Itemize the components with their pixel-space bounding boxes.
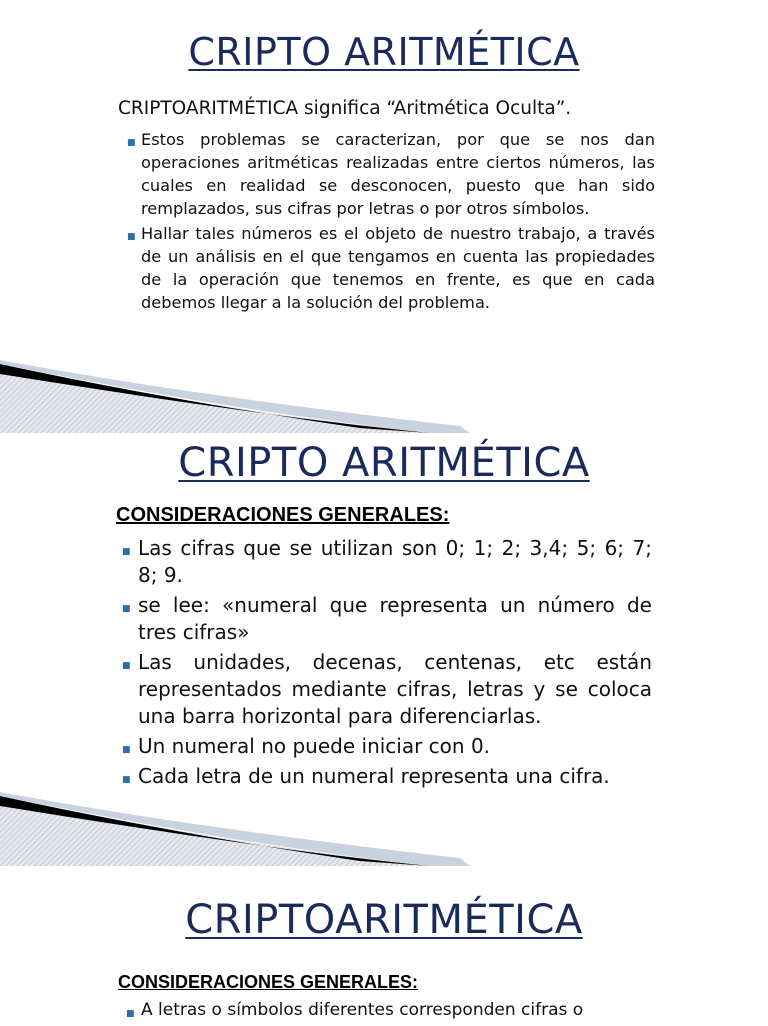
slide-2-bullet-list xyxy=(122,535,652,793)
bullet-text: Un numeral no puede iniciar con 0. xyxy=(138,734,491,758)
square-bullet-icon: ■ xyxy=(122,604,131,615)
slide-1-title: CRIPTO ARITMÉTICA xyxy=(188,30,580,74)
slide-3-subheading: CONSIDERACIONES GENERALES: xyxy=(118,972,419,992)
square-bullet-icon: ■ xyxy=(122,547,131,558)
slide-3-bullet-list xyxy=(126,998,655,1022)
bullet-text: Las cifras que se utilizan son 0; 1; 2; 3,4; 5; 6; 7; 8; 9. xyxy=(138,536,652,587)
bullet-text: se lee: «numeral que representa un número de tres cifras» xyxy=(138,593,652,644)
slide-1-bullet-list xyxy=(127,128,655,316)
square-bullet-icon: ■ xyxy=(122,775,131,786)
swoosh-decoration xyxy=(0,360,768,433)
list-item xyxy=(122,649,652,730)
square-bullet-icon: ■ xyxy=(122,745,131,756)
list-item xyxy=(122,733,652,760)
bullet-text: Estos problemas se caracterizan, por que se nos dan operaciones aritméticas realizadas entre ciertos números, las cuales en realidad se desconocen, puesto que han sido remplazados, sus cifras por letras o por otros símbolos. xyxy=(141,130,655,218)
bullet-text: Las unidades, decenas, centenas, etc están representados mediante cifras, letras y se coloca una barra horizontal para diferenciarlas. xyxy=(138,650,652,728)
square-bullet-icon: ■ xyxy=(122,661,131,672)
square-bullet-icon: ■ xyxy=(126,1009,135,1020)
slide-1 xyxy=(0,0,768,433)
slide-2-title: CRIPTO ARITMÉTICA xyxy=(178,440,590,486)
list-item xyxy=(122,592,652,646)
bullet-text: A letras o símbolos diferentes corresponden cifras o xyxy=(141,1000,584,1020)
slide-1-intro: CRIPTOARITMÉTICA significa “Aritmética Oculta”. xyxy=(118,98,572,119)
list-item xyxy=(122,535,652,589)
swoosh-decoration xyxy=(0,792,768,866)
list-item xyxy=(122,763,652,790)
list-item xyxy=(127,128,655,220)
square-bullet-icon: ■ xyxy=(127,232,136,243)
square-bullet-icon: ■ xyxy=(127,138,136,149)
list-item xyxy=(127,222,655,314)
slide-2-subheading: CONSIDERACIONES GENERALES: xyxy=(116,504,450,526)
list-item xyxy=(126,998,655,1022)
slide-3-title: CRIPTOARITMÉTICA xyxy=(185,897,583,943)
bullet-text: Cada letra de un numeral representa una cifra. xyxy=(138,764,610,788)
bullet-text: Hallar tales números es el objeto de nuestro trabajo, a través de un análisis en el que tengamos en cuenta las propiedades de la operación que tenemos en frente, es que en cada debemos llegar a la solución del problema. xyxy=(141,224,655,312)
